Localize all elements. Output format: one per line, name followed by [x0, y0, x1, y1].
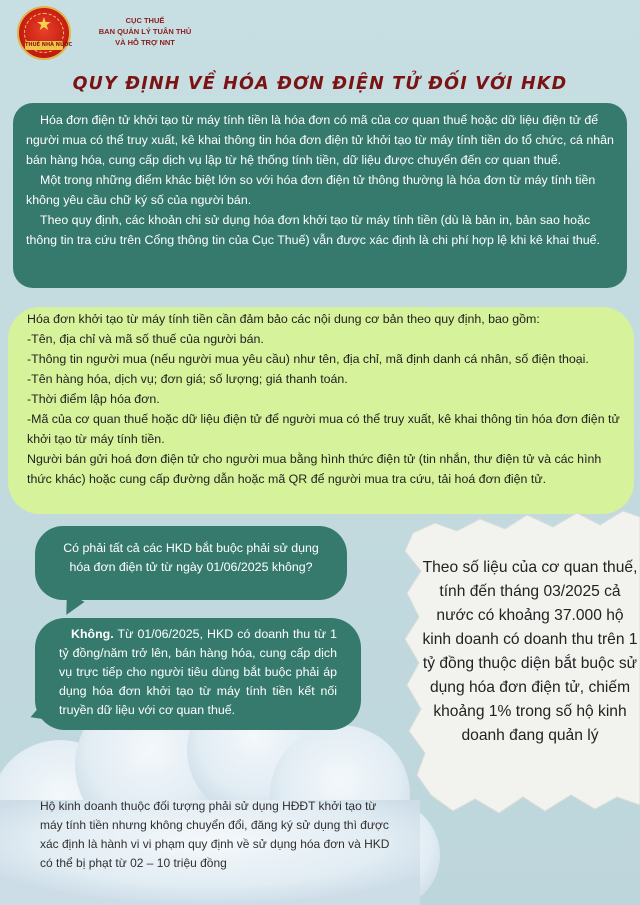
requirements-closing: Người bán gửi hoá đơn điện tử cho người mua bằng hình thức điện tử (tin nhắn, thư điện tử và các hình thức khác) hoặc cung cấp đường dẫn hoặc mã QR để người mua tra cứu, tải hoá đơn điện tử.: [27, 452, 602, 486]
requirements-box: [8, 307, 634, 514]
org-line-1: CỤC THUẾ: [125, 16, 165, 25]
requirements-lead: Hóa đơn khởi tạo từ máy tính tiền cần đảm bảo các nội dung cơ bản theo quy định, bao gồm:: [27, 312, 540, 326]
logo-ribbon-text: THUẾ NHÀ NƯỚC: [25, 42, 73, 48]
question-text: Có phải tất cả các HKD bắt buộc phải sử dụng hóa đơn điện tử từ ngày 01/06/2025 không?: [63, 541, 319, 574]
statistic-text: Theo số liệu của cơ quan thuế, tính đến tháng 03/2025 cả nước có khoảng 37.000 hộ kinh doanh có doanh thu trên 1 tỷ đồng thuộc diện bắt buộc sử dụng hóa đơn điện tử, chiếm khoảng 1% trong số hộ kinh doanh đang quản lý: [422, 559, 638, 744]
requirement-item: -Tên hàng hóa, dịch vụ; đơn giá; số lượng; giá thanh toán.: [27, 372, 348, 386]
requirement-item: -Thông tin người mua (nếu người mua yêu cầu) như tên, địa chỉ, mã định danh cá nhân, số điện thoại.: [27, 352, 589, 366]
requirement-item: -Tên, địa chỉ và mã số thuế của người bán.: [27, 332, 264, 346]
requirement-item: -Thời điểm lập hóa đơn.: [27, 392, 160, 406]
tax-department-logo: [17, 6, 71, 60]
page-title: QUY ĐỊNH VỀ HÓA ĐƠN ĐIỆN TỬ ĐỐI VỚI HKD: [72, 74, 568, 94]
question-bubble: [35, 526, 347, 600]
requirement-item: -Mã của cơ quan thuế hoặc dữ liệu điện tử để người mua có thể truy xuất, kê khai thông tin hóa đơn điện tử khởi tạo từ máy tính tiền.: [27, 412, 620, 446]
intro-paragraph-3: Theo quy định, các khoản chi sử dụng hóa đơn khởi tạo từ máy tính tiền (dù là bản in, bản sao hoặc thông tin tra cứu trên Cổng thông tin của Cục Thuế) vẫn được xác định là chi phí hợp lệ khi kê khai thuế.: [26, 213, 600, 247]
org-line-3: VÀ HỖ TRỢ NNT: [115, 38, 175, 47]
penalty-note: Hộ kinh doanh thuộc đối tượng phải sử dụng HĐĐT khởi tạo từ máy tính tiền nhưng không chuyển đổi, đăng ký sử dụng thì được xác định là hành vi vi phạm quy định về sử dụng hóa đơn và HKD có thể bị phạt từ 02 – 10 triệu đồng: [40, 799, 390, 870]
org-line-2: BAN QUẢN LÝ TUÂN THỦ: [98, 27, 192, 36]
intro-paragraph-1: Hóa đơn điện tử khởi tạo từ máy tính tiền là hóa đơn có mã của cơ quan thuế hoặc dữ liệu điện tử để người mua có thể truy xuất, kê khai thông tin hóa đơn điện tử khởi tạo từ máy tính tiền do tổ chức, cá nhân bán hàng hóa, cung cấp dịch vụ lập từ hệ thống tính tiền, dữ liệu được chuyển đến cơ quan thuế.: [26, 113, 614, 167]
organization-name: [85, 15, 205, 48]
star-icon: ★: [35, 14, 53, 34]
intro-paragraph-2: Một trong những điểm khác biệt lớn so với hóa đơn điện tử thông thường là hóa đơn từ máy tính tiền không yêu cầu chữ ký số của người bán.: [26, 173, 596, 207]
answer-bubble: [35, 618, 361, 730]
intro-box: [13, 103, 627, 288]
answer-lead: Không.: [71, 627, 114, 641]
answer-body: Từ 01/06/2025, HKD có doanh thu từ 1 tỷ đồng/năm trở lên, bán hàng hóa, cung cấp dịch vụ trực tiếp cho người tiêu dùng bắt buộc phải áp dụng hóa đơn khởi tạo từ máy tính tiền kết nối truyền dữ liệu với cơ quan thuế.: [59, 627, 337, 717]
